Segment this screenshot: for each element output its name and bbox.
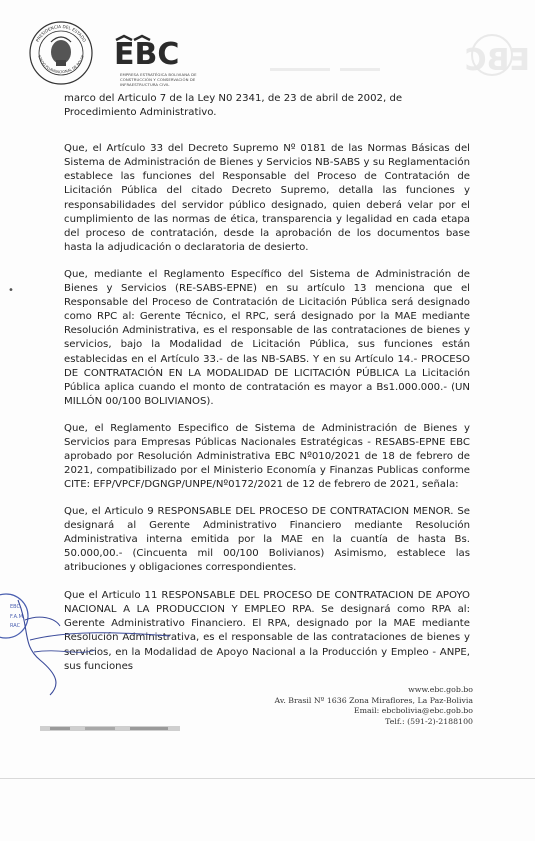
letterhead [0,0,535,100]
seal-text-top: PRESIDENCIA DEL ESTADO [34,23,88,43]
paragraph: Que, el Artículo 33 del Decreto Supremo Nº 0181 de las Normas Básicas del Sistema de Administración de Bienes y Servicios NB-SABS y su Reglamentación establece las funciones del Responsable del Proceso de Contratación de Licitación Pública del citado Decreto Supremo, detalla las funciones y responsabilidades del servidor público designado, quien deberá velar por el cumplimiento de las normas de ética, transparencia y legalidad en cada etapa del proceso de contratación, desde la aprobación de los documentos base hasta la adjudicación o declaratoria de desierto. [64,143,470,253]
margin-mark: • [8,285,14,296]
paragraph: Que, el Reglamento Especifico de Sistema de Administración de Bienes y Servicios para Empresas Públicas Nacionales Estratégicas - RESABS-EPNE EBC aprobado por Resolución Administrativa EBC Nº010/2021 de 18 de febrero de 2021, compatibilizado por el Ministerio Economía y Finanzas Publicas conforme CITE: EFP/VPCF/DGNGP/UNPE/Nº0172/2021 de 12 de febrero de 2021, señala: [64,422,470,490]
ebc-logo [112,34,202,74]
ghost-logo-text: EBC [464,43,530,78]
reverse-watermark [230,10,530,100]
page-edge [0,778,535,779]
footer-web: www.ebc.gob.bo [408,685,473,694]
paragraph: Que, el Articulo 9 RESPONSABLE DEL PROCESO DE CONTRATACION MENOR. Se designará al Gerente Administrativo Financiero mediante Resolución Administrativa interna emitida por la MAE en la cuantía de hasta Bs. 50.000,00.- (Cincuenta mil 00/100 Bolivianos) Asimismo, establece las atribuciones y obligaciones correspondientes. [64,505,470,574]
footer-contact [275,685,473,727]
signature-scribble [0,590,220,700]
paragraph: marco del Articulo 7 de la Ley N0 2341, de 23 de abril de 2002, de Procedimiento Administrativo. [64,93,403,119]
state-seal-icon [28,20,94,86]
seal-text-bottom: STADO PLURINACIONAL DE BOLIVI [36,54,85,75]
stamp-line-2: F.A.M. [10,614,25,620]
paragraph: Que, mediante el Reglamento Específico del Sistema de Administración de Bienes y Servicios (RE-SABS-EPNE) en su artículo 13 menciona que el Responsable del Proceso de Contratación de Licitación Pública será designado como RPC al: Gerente Técnico, el RPC, será designado por la MAE mediante Resolución Administrativa, es el responsable de las contrataciones de bienes y servicios, bajo la Modalidad de Licitación Pública, sus funciones están establecidas en el Artículo 33.- de las NB-SABS. Y en su Artículo 14.- PROCESO DE CONTRATACIÓN EN LA MODALIDAD DE LICITACIÓN PÚBLICA La Licitación Pública aplica cuando el monto de contratación es mayor a Bs1.000.000.- (UN MILLÓN 00/100 BOLIVIANOS). [64,268,470,407]
footer-bar [40,724,180,733]
footer-address: Av. Brasil Nº 1636 Zona Miraflores, La Paz-Bolivia [274,695,473,705]
stamp-line-3: RAC [10,623,21,629]
footer-email: Email: ebcbolivia@ebc.gob.bo [353,706,473,716]
paragraph: Que el Articulo 11 RESPONSABLE DEL PROCESO DE CONTRATACION DE APOYO NACIONAL A LA PRODUCCION Y EMPLEO RPA. Se designará como RPA al: Gerente Administrativo Financiero. El RPA, designado por la MAE mediante Resolución Administrativa, es el responsable de las contrataciones de bienes y servicios, en la Modalidad de Apoyo Nacional a la Producción y Empleo - ANPE, sus funciones [64,590,470,672]
stamp-line-1: EBC [10,604,20,610]
ebc-logo-text: EBC [114,37,180,72]
logo-subtext: EMPRESA ESTRATÉGICA BOLIVIANA DE CONSTRUCCIÓN Y CONSERVACIÓN DE INFRAESTRUCTURA CIVIL [120,72,197,87]
footer-phone: Telf.: (591-2)-2188100 [385,716,473,726]
